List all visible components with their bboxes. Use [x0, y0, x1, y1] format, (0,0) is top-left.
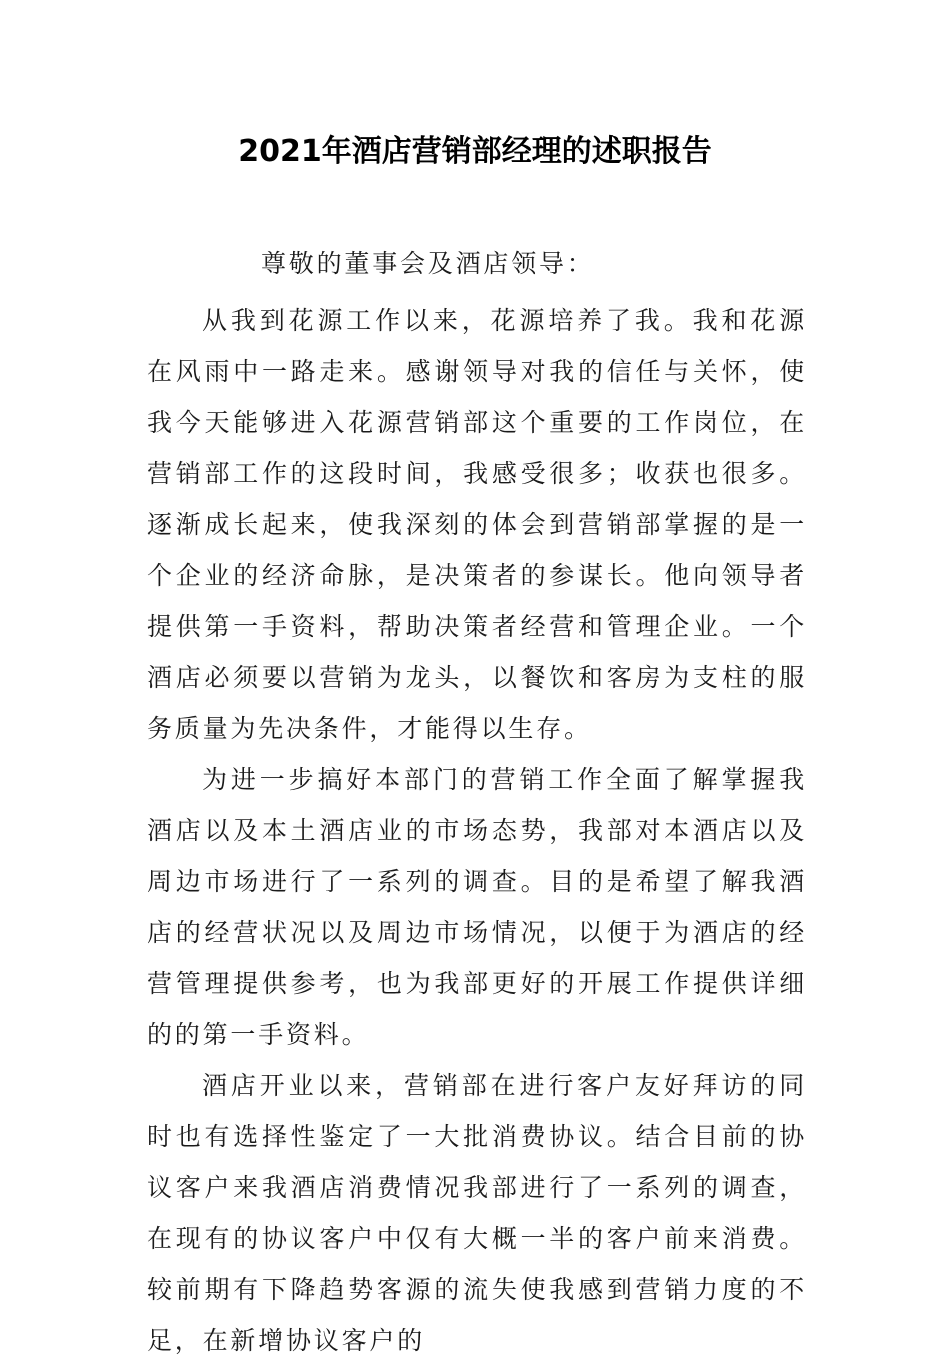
salutation: 尊敬的董事会及酒店领导：	[261, 249, 595, 278]
paragraph-3: 酒店开业以来，营销部在进行客户友好拜访的同时也有选择性鉴定了一大批消费协议。结合目前的协议客户来我酒店消费情况我部进行了一系列的调查，在现有的协议客户中仅有大概一半的客户前来消费。较前期有下降趋势客源的流失使我感到营销力度的不足，在新增协议客户的	[147, 1071, 807, 1355]
document-title: 2021年酒店营销部经理的述职报告	[238, 134, 712, 169]
paragraph-2: 为进一步搞好本部门的营销工作全面了解掌握我酒店以及本土酒店业的市场态势，我部对本酒店以及周边市场进行了一系列的调查。目的是希望了解我酒店的经营状况以及周边市场情况，以便于为酒店的经营管理提供参考，也为我部更好的开展工作提供详细的的第一手资料。	[147, 765, 807, 1049]
document-body	[147, 238, 807, 1366]
paragraph-1: 从我到花源工作以来，花源培养了我。我和花源在风雨中一路走来。感谢领导对我的信任与关怀，使我今天能够进入花源营销部这个重要的工作岗位，在营销部工作的这段时间，我感受很多；收获也很多。逐渐成长起来，使我深刻的体会到营销部掌握的是一个企业的经济命脉，是决策者的参谋长。他向领导者提供第一手资料，帮助决策者经营和管理企业。一个酒店必须要以营销为龙头，以餐饮和客房为支柱的服务质量为先决条件，才能得以生存。	[147, 306, 807, 743]
